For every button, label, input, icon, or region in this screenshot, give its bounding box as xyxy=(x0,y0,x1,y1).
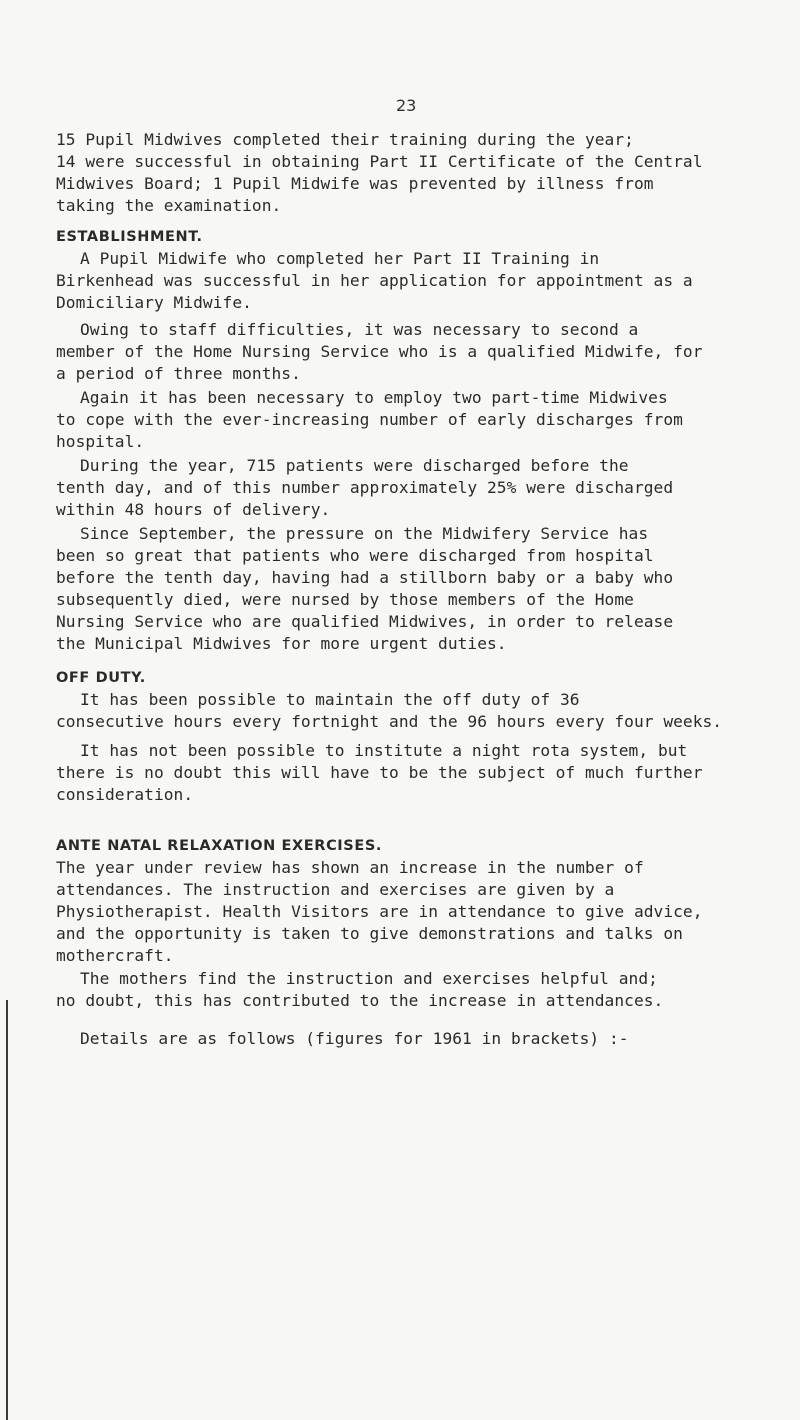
establishment-section xyxy=(56,226,756,248)
establishment-paragraph-4 xyxy=(56,455,756,521)
establishment-paragraph-5 xyxy=(56,523,756,655)
paragraph: The year under review has shown an increase in the number of attendances. The instruction and exercises are given by a Physiotherapist. Health Visitors are in attendance to give advice, and the opportunity is taken to give demonstrations and talks on mothercraft. xyxy=(56,858,703,965)
scan-edge-line xyxy=(6,1000,8,1420)
ante-natal-section xyxy=(56,835,756,857)
off-duty-paragraph-1 xyxy=(56,689,756,733)
intro-paragraph xyxy=(56,129,756,217)
intro-text: 15 Pupil Midwives completed their training during the year; 14 were successful in obtaining Part II Certificate of the Central Midwives Board; 1 Pupil Midwife was prevented by illness from taking the examination. xyxy=(56,130,703,215)
paragraph: Since September, the pressure on the Midwifery Service has been so great that patients who were discharged from hospital before the tenth day, having had a stillborn baby or a baby who subsequently died, were nursed by those members of the Home Nursing Service who are qualified Midwives, in order to release the Municipal Midwives for more urgent duties. xyxy=(56,524,674,653)
off-duty-heading: OFF DUTY. xyxy=(56,670,146,686)
paragraph: Owing to staff difficulties, it was necessary to second a member of the Home Nursing Service who is a qualified Midwife, for a period of three months. xyxy=(56,320,703,383)
establishment-paragraph-3 xyxy=(56,387,756,453)
off-duty-section xyxy=(56,667,756,689)
establishment-paragraph-1 xyxy=(56,248,756,314)
paragraph: It has been possible to maintain the off duty of 36 consecutive hours every fortnight and the 96 hours every four weeks. xyxy=(56,690,723,731)
paragraph: The mothers find the instruction and exercises helpful and; no doubt, this has contributed to the increase in attendances. xyxy=(56,969,664,1010)
ante-natal-paragraph-3 xyxy=(56,1028,756,1050)
off-duty-paragraph-2 xyxy=(56,740,756,806)
ante-natal-heading: ANTE NATAL RELAXATION EXERCISES. xyxy=(56,838,383,854)
paragraph: It has not been possible to institute a night rota system, but there is no doubt this will have to be the subject of much further consideration. xyxy=(56,741,703,804)
ante-natal-paragraph-2 xyxy=(56,968,756,1012)
paragraph: During the year, 715 patients were discharged before the tenth day, and of this number approximately 25% were discharged within 48 hours of delivery. xyxy=(56,456,674,519)
page-number: 23 xyxy=(396,96,417,115)
establishment-paragraph-2 xyxy=(56,319,756,385)
paragraph: Again it has been necessary to employ two part-time Midwives to cope with the ever-increasing number of early discharges from hospital. xyxy=(56,388,683,451)
paragraph: Details are as follows (figures for 1961 in brackets) :- xyxy=(80,1029,629,1048)
paragraph: A Pupil Midwife who completed her Part II Training in Birkenhead was successful in her application for appointment as a Domiciliary Midwife. xyxy=(56,249,693,312)
establishment-heading: ESTABLISHMENT. xyxy=(56,229,203,245)
ante-natal-paragraph-1 xyxy=(56,857,756,967)
